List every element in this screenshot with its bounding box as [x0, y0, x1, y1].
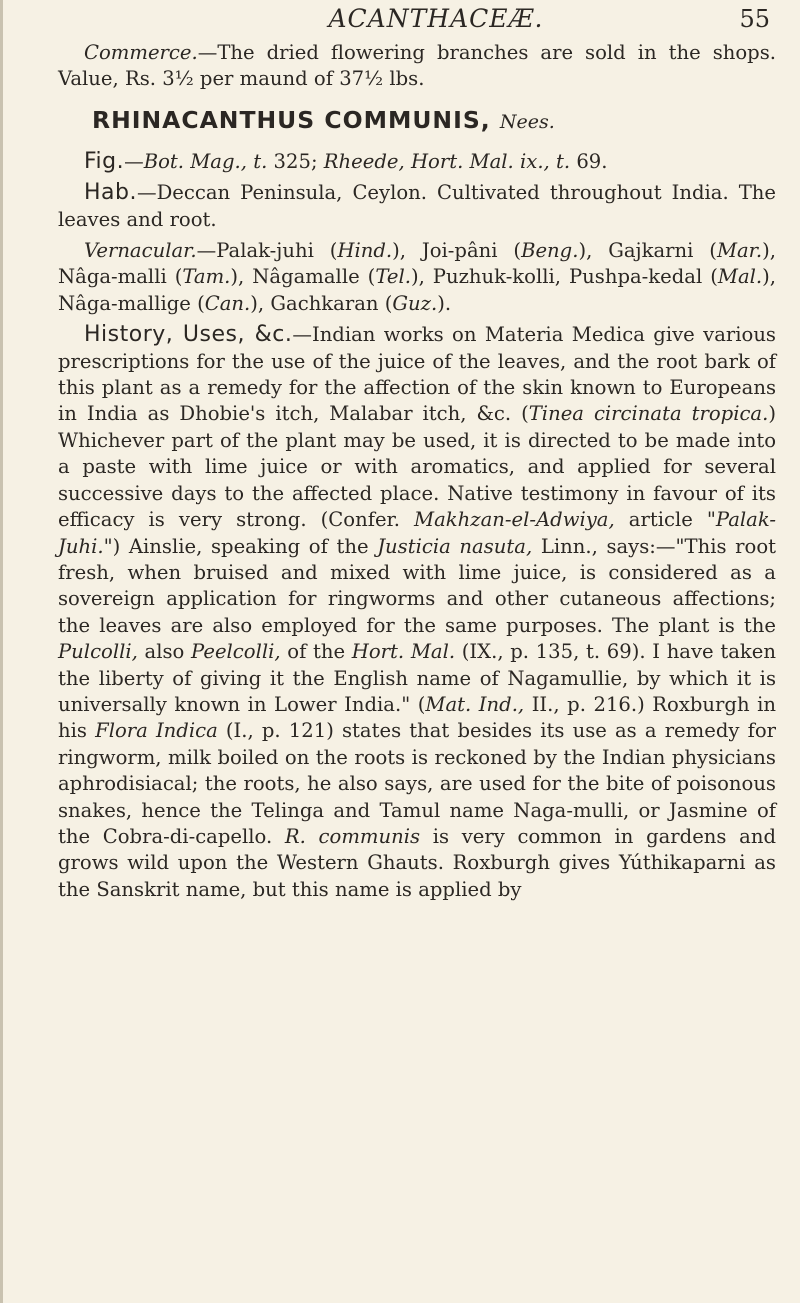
text-run: ), Joi-pâni ( — [392, 239, 522, 263]
species-heading — [92, 103, 776, 139]
italic-text: Commerce. — [84, 41, 198, 64]
italic-text: Rheede, Hort. Mal. ix., t. — [323, 149, 571, 173]
text-run: —Deccan Peninsula, Ceylon. Cultivated throughout India. The leaves and root. — [58, 181, 776, 231]
italic-text: Peelcolli, — [191, 640, 281, 664]
text-run: ), Puzhuk-kolli, Pushpa-kedal ( — [410, 265, 718, 289]
fig-paragraph — [58, 149, 776, 175]
text-run: 325; — [267, 149, 324, 173]
italic-text: Justicia nasuta, — [377, 534, 533, 558]
history-paragraph — [58, 322, 776, 903]
text-run: ), Nâga-mallige ( — [58, 265, 776, 315]
text-run: also — [137, 640, 192, 664]
text-run: ). — [437, 291, 452, 315]
hab-paragraph — [58, 180, 776, 233]
species-name: RHINACANTHUS COMMUNIS, — [92, 105, 491, 134]
italic-text: Vernacular. — [84, 239, 197, 263]
text-run: ), Gachkaran ( — [250, 291, 393, 315]
italic-text: Can. — [204, 291, 251, 315]
italic-text: Mat. Ind., — [425, 692, 525, 716]
italic-text: Mal. — [717, 265, 763, 289]
text-run: (I., p. 121) states that besides its use as a remedy for ringworm, milk boiled on the roots is reckoned by the Indian physicians aphrodisiacal; the roots, he also says, are used for the bite of poisonous snakes, hence the Telinga and Tamul name Naga-mulli, or Jasmine of the Cobra-di-capello. — [58, 719, 776, 848]
italic-text: Tam. — [182, 265, 231, 289]
text-run: ), Nâga-malli ( — [58, 239, 776, 289]
italic-text: R. communis — [284, 824, 421, 848]
page-number: 55 — [739, 5, 770, 33]
species-author: Nees. — [499, 110, 555, 133]
section-lead: History, Uses, &c. — [84, 322, 293, 348]
text-run: Linn., says:—"This root fresh, when bruised and mixed with lime juice, is considered as a sovereign application for ringworms and other cutaneous affections; the leaves are also employed for the same purposes. The plant is the — [58, 534, 776, 637]
italic-text: Mar. — [716, 239, 763, 263]
italic-text: Hind. — [337, 239, 393, 263]
text-run: —Palak-juhi ( — [196, 239, 338, 263]
italic-text: Palak-Juhi. — [58, 508, 776, 558]
text-run: —The dried flowering branches are sold in the shops. Value, Rs. 3½ per maund of 37½ lbs. — [58, 41, 776, 91]
italic-text: Beng. — [521, 239, 579, 263]
italic-text: Tinea circinata tropica. — [528, 402, 769, 426]
section-lead: Hab. — [84, 180, 137, 206]
italic-text: Guz. — [392, 291, 438, 315]
text-run: article " — [614, 508, 716, 532]
text-run: ), Nâgamalle ( — [230, 265, 376, 289]
text-run: ) Whichever part of the plant may be used, it is directed to be made into a paste with lime juice or with aromatics, and applied for several successive days to the affected place. Native testimony in favour of its efficacy is very strong. (Confer. — [58, 402, 777, 532]
page-edge-rule — [0, 0, 3, 1303]
italic-text: Tel. — [375, 265, 411, 289]
page-body — [58, 40, 776, 908]
commerce-paragraph — [58, 40, 776, 93]
text-run: II., p. 216.) Roxburgh in his — [58, 692, 776, 743]
italic-text: Hort. Mal. — [351, 640, 456, 664]
text-run: 69. — [570, 149, 608, 173]
italic-text: Bot. Mag., t. — [143, 149, 268, 173]
italic-text: Flora Indica — [95, 719, 218, 743]
text-run: — — [124, 149, 144, 173]
vernacular-paragraph — [58, 238, 776, 317]
running-title: ACANTHACEÆ. — [328, 4, 544, 33]
text-run: is very common in gardens and grows wild upon the Western Ghauts. Roxburgh gives Yúthikaparni as the Sanskrit name, but this name is applied by — [58, 824, 777, 901]
text-run: ") Ainslie, speaking of the — [103, 534, 378, 558]
running-head — [230, 2, 770, 36]
section-lead: Fig. — [84, 148, 125, 174]
italic-text: Makhzan-el-Adwiya, — [414, 508, 615, 532]
text-run: (IX., p. 135, t. 69). I have taken the liberty of giving it the English name of Nagamullie, by which it is universally known in Lower India." ( — [58, 640, 776, 716]
italic-text: Pulcolli, — [58, 640, 138, 664]
text-run: —Indian works on Materia Medica give various prescriptions for the use of the juice of the leaves, and the root bark of this plant as a remedy for the affection of the skin known to Europeans in India as Dhobie's itch, Malabar itch, &c. ( — [58, 323, 776, 426]
text-run: ), Gajkarni ( — [578, 239, 717, 263]
text-run: of the — [280, 640, 352, 664]
